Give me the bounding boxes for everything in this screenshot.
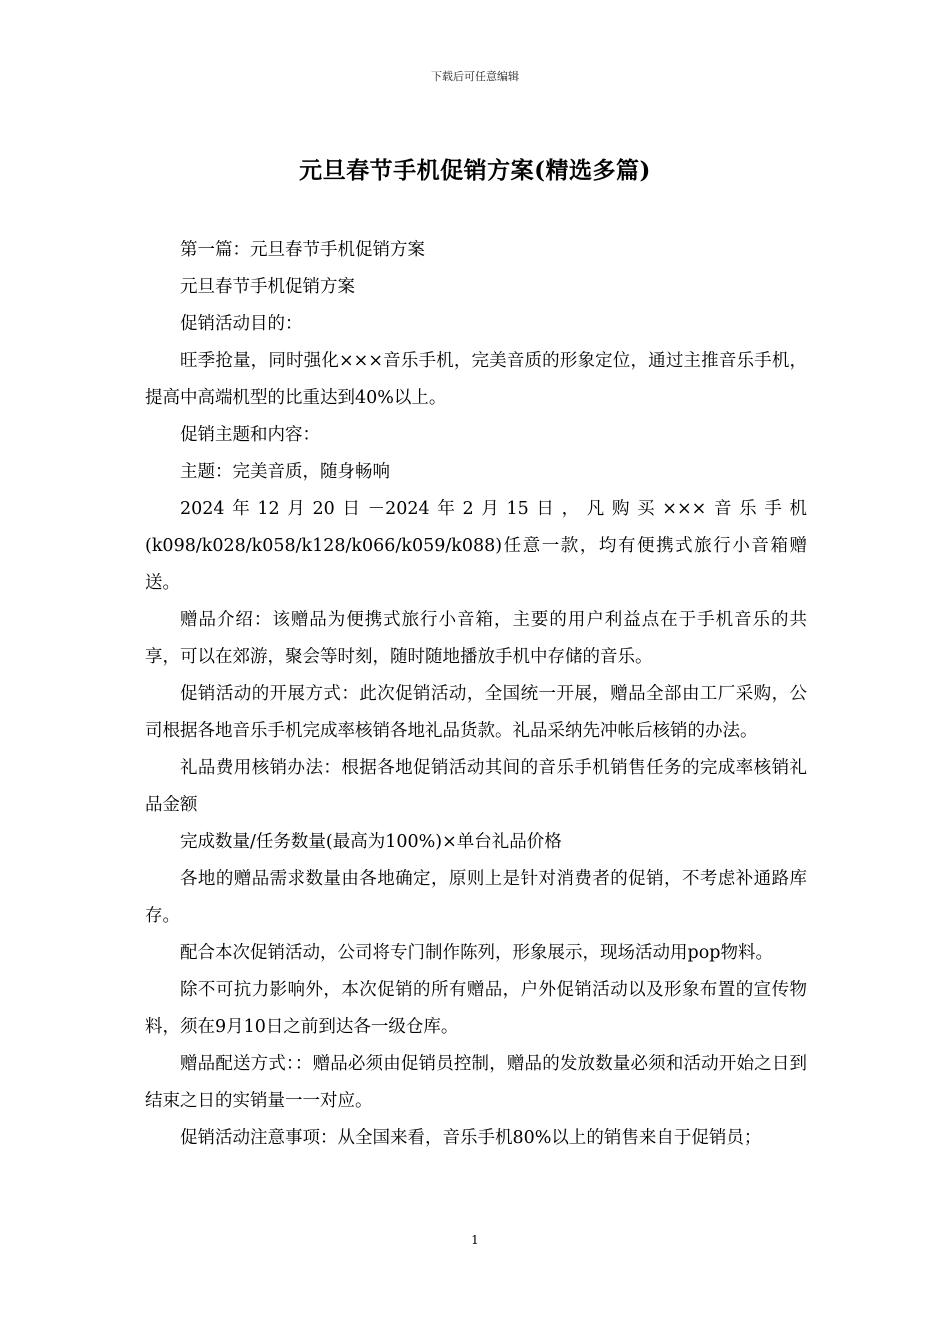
paragraph: 促销主题和内容： <box>180 425 320 445</box>
paragraph: 主题：完美音质，随身畅响 <box>180 462 390 482</box>
document-body <box>145 232 807 1157</box>
paragraph: 完成数量/任务数量(最高为100%)×单台礼品价格 <box>180 832 562 852</box>
header-note: 下载后可任意编辑 <box>431 70 519 83</box>
paragraph: 第一篇：元旦春节手机促销方案 <box>180 240 425 260</box>
paragraph: 2024年12月20日－2024年2月15日，凡购买×××音乐手机(k098/k028/k058/k128/k066/k059/k088)任意一款，均有便携式旅行小音箱赠送。 <box>145 499 807 593</box>
page-number: 1 <box>471 1233 479 1247</box>
paragraph: 除不可抗力影响外，本次促销的所有赠品，户外促销活动以及形象布置的宣传物料，须在9月10日之前到达各一级仓库。 <box>145 980 807 1037</box>
paragraph: 各地的赠品需求数量由各地确定，原则上是针对消费者的促销，不考虑补通路库存。 <box>145 869 807 926</box>
paragraph: 配合本次促销活动，公司将专门制作陈列，形象展示，现场活动用pop物料。 <box>180 943 773 963</box>
paragraph: 赠品介绍：该赠品为便携式旅行小音箱，主要的用户利益点在于手机音乐的共享，可以在郊游，聚会等时刻，随时随地播放手机中存储的音乐。 <box>145 610 807 667</box>
paragraph: 旺季抢量，同时强化×××音乐手机，完美音质的形象定位，通过主推音乐手机，提高中高端机型的比重达到40%以上。 <box>145 351 807 408</box>
paragraph: 促销活动注意事项：从全国来看，音乐手机80%以上的销售来自于促销员； <box>180 1128 762 1148</box>
paragraph: 赠品配送方式：：赠品必须由促销员控制，赠品的发放数量必须和活动开始之日到结束之日的实销量一一对应。 <box>145 1054 807 1111</box>
paragraph: 促销活动的开展方式：此次促销活动，全国统一开展，赠品全部由工厂采购，公司根据各地音乐手机完成率核销各地礼品货款。礼品采纳先冲帐后核销的办法。 <box>145 684 807 741</box>
paragraph: 促销活动目的： <box>180 314 303 334</box>
paragraph: 元旦春节手机促销方案 <box>180 277 355 297</box>
paragraph: 礼品费用核销办法：根据各地促销活动其间的音乐手机销售任务的完成率核销礼品金额 <box>145 758 807 815</box>
document-title: 元旦春节手机促销方案(精选多篇) <box>299 157 651 184</box>
